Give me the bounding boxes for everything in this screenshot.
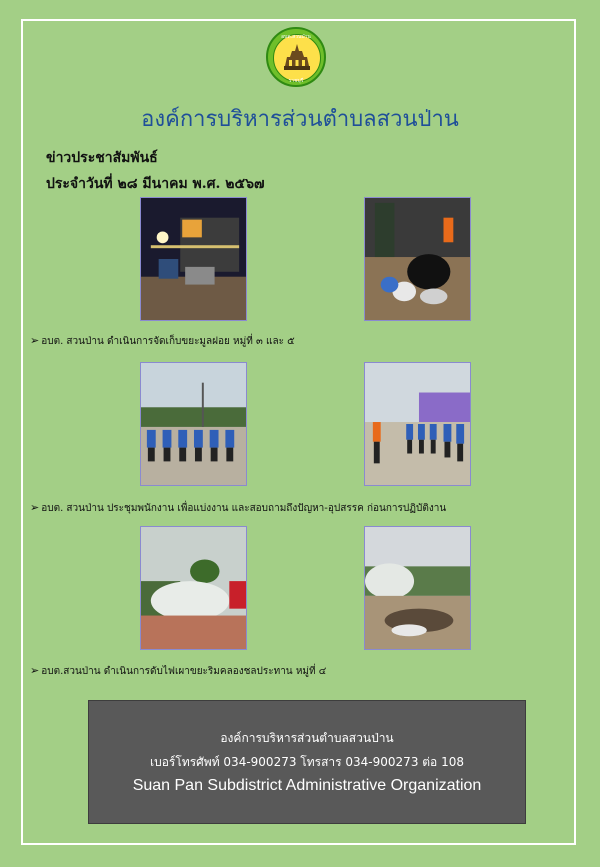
- photo-garbage-bags: [364, 197, 471, 321]
- logo-text-top: อบต.สวนป่าน: [281, 34, 311, 40]
- news-label: ข่าวประชาสัมพันธ์: [46, 150, 158, 166]
- caption-2-text: อบต. สวนป่าน ประชุมพนักงาน เพื่อแบ่งงาน และสอบถามถึงปัญหา-อุปสรรค ก่อนการปฏิบัติงาน: [41, 503, 447, 514]
- footer-org-english: Suan Pan Subdistrict Administrative Organization: [132, 777, 482, 794]
- caption-3: [30, 664, 326, 679]
- caption-2: [30, 501, 446, 516]
- arrow-bullet-icon: ➢: [30, 334, 40, 347]
- arrow-bullet-icon: ➢: [30, 664, 40, 677]
- logo-text-bottom: ราชบุรี: [288, 78, 304, 84]
- photo-fire-smoke-1: [140, 526, 247, 650]
- caption-1: [30, 334, 295, 349]
- page-title: องค์การบริหารส่วนตำบลสวนป่าน: [141, 107, 459, 132]
- temple-icon: [281, 42, 313, 76]
- footer-contact-box: [88, 700, 526, 824]
- organization-logo: [266, 27, 326, 87]
- footer-org-thai: องค์การบริหารส่วนตำบลสวนป่าน: [220, 731, 394, 745]
- arrow-bullet-icon: ➢: [30, 501, 40, 514]
- photo-fire-smoke-2: [364, 526, 471, 650]
- photo-garbage-truck-night: [140, 197, 247, 321]
- caption-3-text: อบต.สวนป่าน ดำเนินการดับไฟเผาขยะริมคลองชลประทาน หมู่ที่ ๔: [41, 666, 327, 677]
- footer-contact: เบอร์โทรศัพท์ 034-900273 โทรสาร 034-900273 ต่อ 108: [150, 755, 464, 769]
- photo-staff-meeting-2: [364, 362, 471, 486]
- date-label: ประจำวันที่ ๒๘ มีนาคม พ.ศ. ๒๕๖๗: [46, 176, 265, 192]
- caption-1-text: อบต. สวนป่าน ดำเนินการจัดเก็บขยะมูลฝอย หมู่ที่ ๓ และ ๕: [41, 336, 295, 347]
- photo-staff-meeting-1: [140, 362, 247, 486]
